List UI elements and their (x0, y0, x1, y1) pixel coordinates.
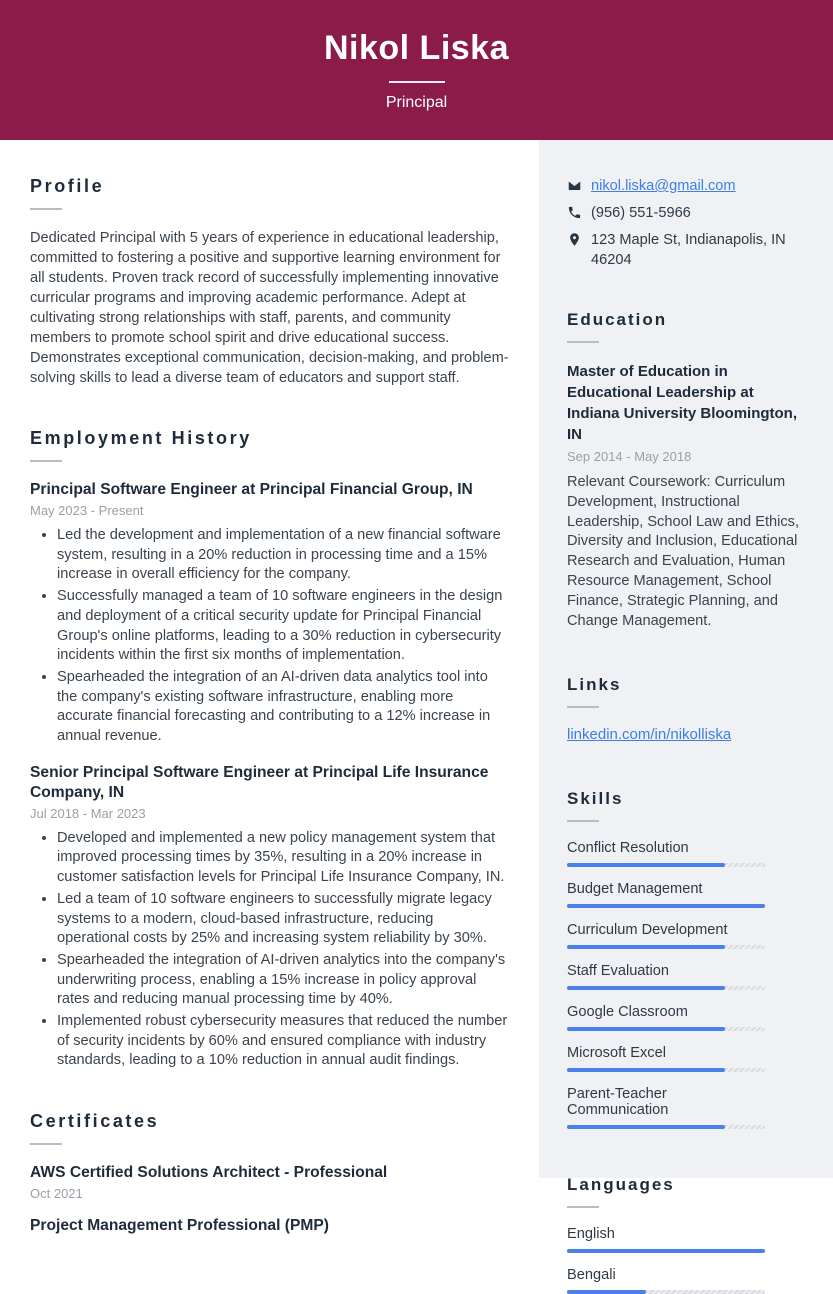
language-item (567, 1226, 765, 1253)
header (0, 0, 833, 140)
job-bullet: • Spearheaded the integration of an AI-driven data analytics tool into the company's existing software infrastructure, enabling more accurate financial forecasting and contributing to a 12% increase in annual revenue. (57, 668, 509, 747)
certificate-entry (30, 1163, 509, 1201)
skill-bar (567, 1027, 765, 1031)
contact-address-row (567, 230, 809, 270)
section-education (567, 310, 809, 631)
job-bullet: • Successfully managed a team of 10 software engineers in the design and deployment of a critical security update for Principal Financial Group's online platforms, leading to a 30% reduction in cybersecurity incidents within the first six months of implementation. (57, 587, 509, 666)
link-item (567, 726, 809, 743)
skill-label: Google Classroom (567, 1004, 688, 1021)
job-bullet-list (30, 526, 509, 747)
skill-item (567, 963, 765, 990)
skill-bar-fill (567, 945, 725, 949)
skill-label: Conflict Resolution (567, 840, 689, 857)
job-bullet: • Led the development and implementation of a new financial software system, resulting in a 20% reduction in processing time and a 15% increase in overall efficiency for the company. (57, 526, 509, 585)
degree-title: Master of Education in Educational Leadership at Indiana University Bloomington, IN (567, 363, 798, 443)
map-pin-icon (567, 232, 582, 247)
skill-item (567, 1086, 765, 1129)
section-profile (30, 176, 509, 388)
contact-phone-row (567, 203, 809, 223)
skill-bar (567, 1068, 765, 1072)
section-certificates (30, 1111, 509, 1236)
skill-label: Parent-Teacher Communication (567, 1086, 669, 1119)
language-label: English (567, 1226, 615, 1243)
skill-bar (567, 945, 765, 949)
skill-bar-fill (567, 904, 765, 908)
phone-number: (956) 551-5966 (591, 205, 691, 221)
certificate-entry (30, 1216, 509, 1236)
main-column (0, 140, 539, 1235)
language-label: Bengali (567, 1267, 616, 1284)
contact-email-row (567, 176, 809, 196)
section-skills (567, 789, 809, 1129)
job-dates: May 2023 - Present (30, 503, 144, 518)
skill-bar-fill (567, 1125, 725, 1129)
language-item (567, 1267, 765, 1294)
envelope-icon (567, 178, 582, 193)
job-bullet: • Implemented robust cybersecurity measures that reduced the number of security incidents by 60% and ensured compliance with industry standards, leading to a 10% reduction in annual audit findings. (57, 1012, 509, 1071)
email-link[interactable]: nikol.liska@gmail.com (591, 178, 736, 194)
language-bar (567, 1249, 765, 1253)
education-dates: Sep 2014 - May 2018 (567, 449, 692, 464)
job-dates: Jul 2018 - Mar 2023 (30, 805, 146, 821)
name-divider (389, 81, 445, 83)
skill-label: Budget Management (567, 881, 703, 898)
language-bar (567, 1290, 765, 1294)
skill-bar-fill (567, 863, 725, 867)
links-heading: Links (567, 675, 622, 695)
skill-label: Microsoft Excel (567, 1045, 666, 1062)
job-bullet: • Led a team of 10 software engineers to successfully migrate legacy systems to a modern, cloud-based infrastructure, reducing operational costs by 25% and increasing system reliability by 30%. (57, 890, 509, 949)
employment-heading: Employment History (30, 428, 252, 448)
skill-item (567, 840, 765, 867)
heading-divider (567, 341, 599, 343)
skill-bar (567, 904, 765, 908)
skill-bar (567, 1125, 765, 1129)
heading-divider (567, 706, 599, 708)
language-bar-fill (567, 1249, 765, 1253)
skill-bar-fill (567, 986, 725, 990)
person-name: Nikol Liska (323, 28, 509, 67)
heading-divider (30, 208, 62, 210)
skill-item (567, 1004, 765, 1031)
heading-divider (30, 460, 62, 462)
contact-block (567, 176, 833, 270)
linkedin-link[interactable]: linkedin.com/in/nikolliska (567, 726, 732, 744)
skills-heading: Skills (567, 789, 624, 809)
section-languages (567, 1175, 809, 1294)
job-bullet: • Developed and implemented a new policy management system that improved processing times by 35%, resulting in a 20% increase in customer satisfaction levels for Principal Life Insurance Company, IN. (57, 829, 509, 888)
language-bar-fill (567, 1290, 646, 1294)
profile-heading: Profile (30, 176, 105, 196)
profile-text: Dedicated Principal with 5 years of experience in educational leadership, committed to fostering a positive and supportive learning environment for all students. Proven track record of successfully implementing innovative curricular programs and improving academic performance. Adept at cultivating strong relationships with staff, parents, and community members to promote school spirit and drive educational success. Demonstrates exceptional communication, decision-making, and problem-solving skills to lead a diverse team of educators and support staff. (30, 230, 509, 386)
heading-divider (30, 1143, 62, 1145)
job-bullet-list (30, 829, 509, 1071)
job-entry (30, 763, 509, 1071)
skill-item (567, 922, 765, 949)
skill-bar-fill (567, 1068, 725, 1072)
section-links (567, 675, 809, 743)
languages-heading: Languages (567, 1175, 675, 1195)
address-text: 123 Maple St, Indianapolis, IN 46204 (591, 232, 786, 268)
phone-icon (567, 205, 582, 220)
certificate-title: AWS Certified Solutions Architect - Professional (30, 1164, 388, 1182)
skill-item (567, 881, 765, 908)
person-title: Principal (385, 93, 448, 111)
heading-divider (567, 1206, 599, 1208)
skill-item (567, 1045, 765, 1072)
skill-label: Staff Evaluation (567, 963, 669, 980)
sidebar (539, 140, 833, 1284)
skill-bar (567, 986, 765, 990)
job-bullet: • Spearheaded the integration of AI-driven analytics into the company's underwriting process, enabling a 15% increase in policy approval rates and reducing manual processing time by 40%. (57, 951, 509, 1010)
certificate-title: Project Management Professional (PMP) (30, 1217, 329, 1235)
education-heading: Education (567, 310, 668, 329)
education-coursework: Relevant Coursework: Curriculum Development, Instructional Leadership, School Law and Ethics, Diversity and Inclusion, Educational Research and Evaluation, Human Resource Management, School Finance, Strategic Planning, and Change Management. (567, 474, 800, 629)
job-title: Principal Software Engineer at Principal Financial Group, IN (30, 481, 473, 498)
skill-label: Curriculum Development (567, 922, 728, 939)
certificate-dates: Oct 2021 (30, 1186, 83, 1202)
content (0, 140, 833, 1284)
heading-divider (567, 820, 599, 822)
job-title: Senior Principal Software Engineer at Principal Life Insurance Company, IN (30, 763, 489, 801)
job-entry (30, 480, 509, 747)
certificates-heading: Certificates (30, 1111, 160, 1132)
skill-bar-fill (567, 1027, 725, 1031)
skill-bar (567, 863, 765, 867)
section-employment (30, 428, 509, 1071)
